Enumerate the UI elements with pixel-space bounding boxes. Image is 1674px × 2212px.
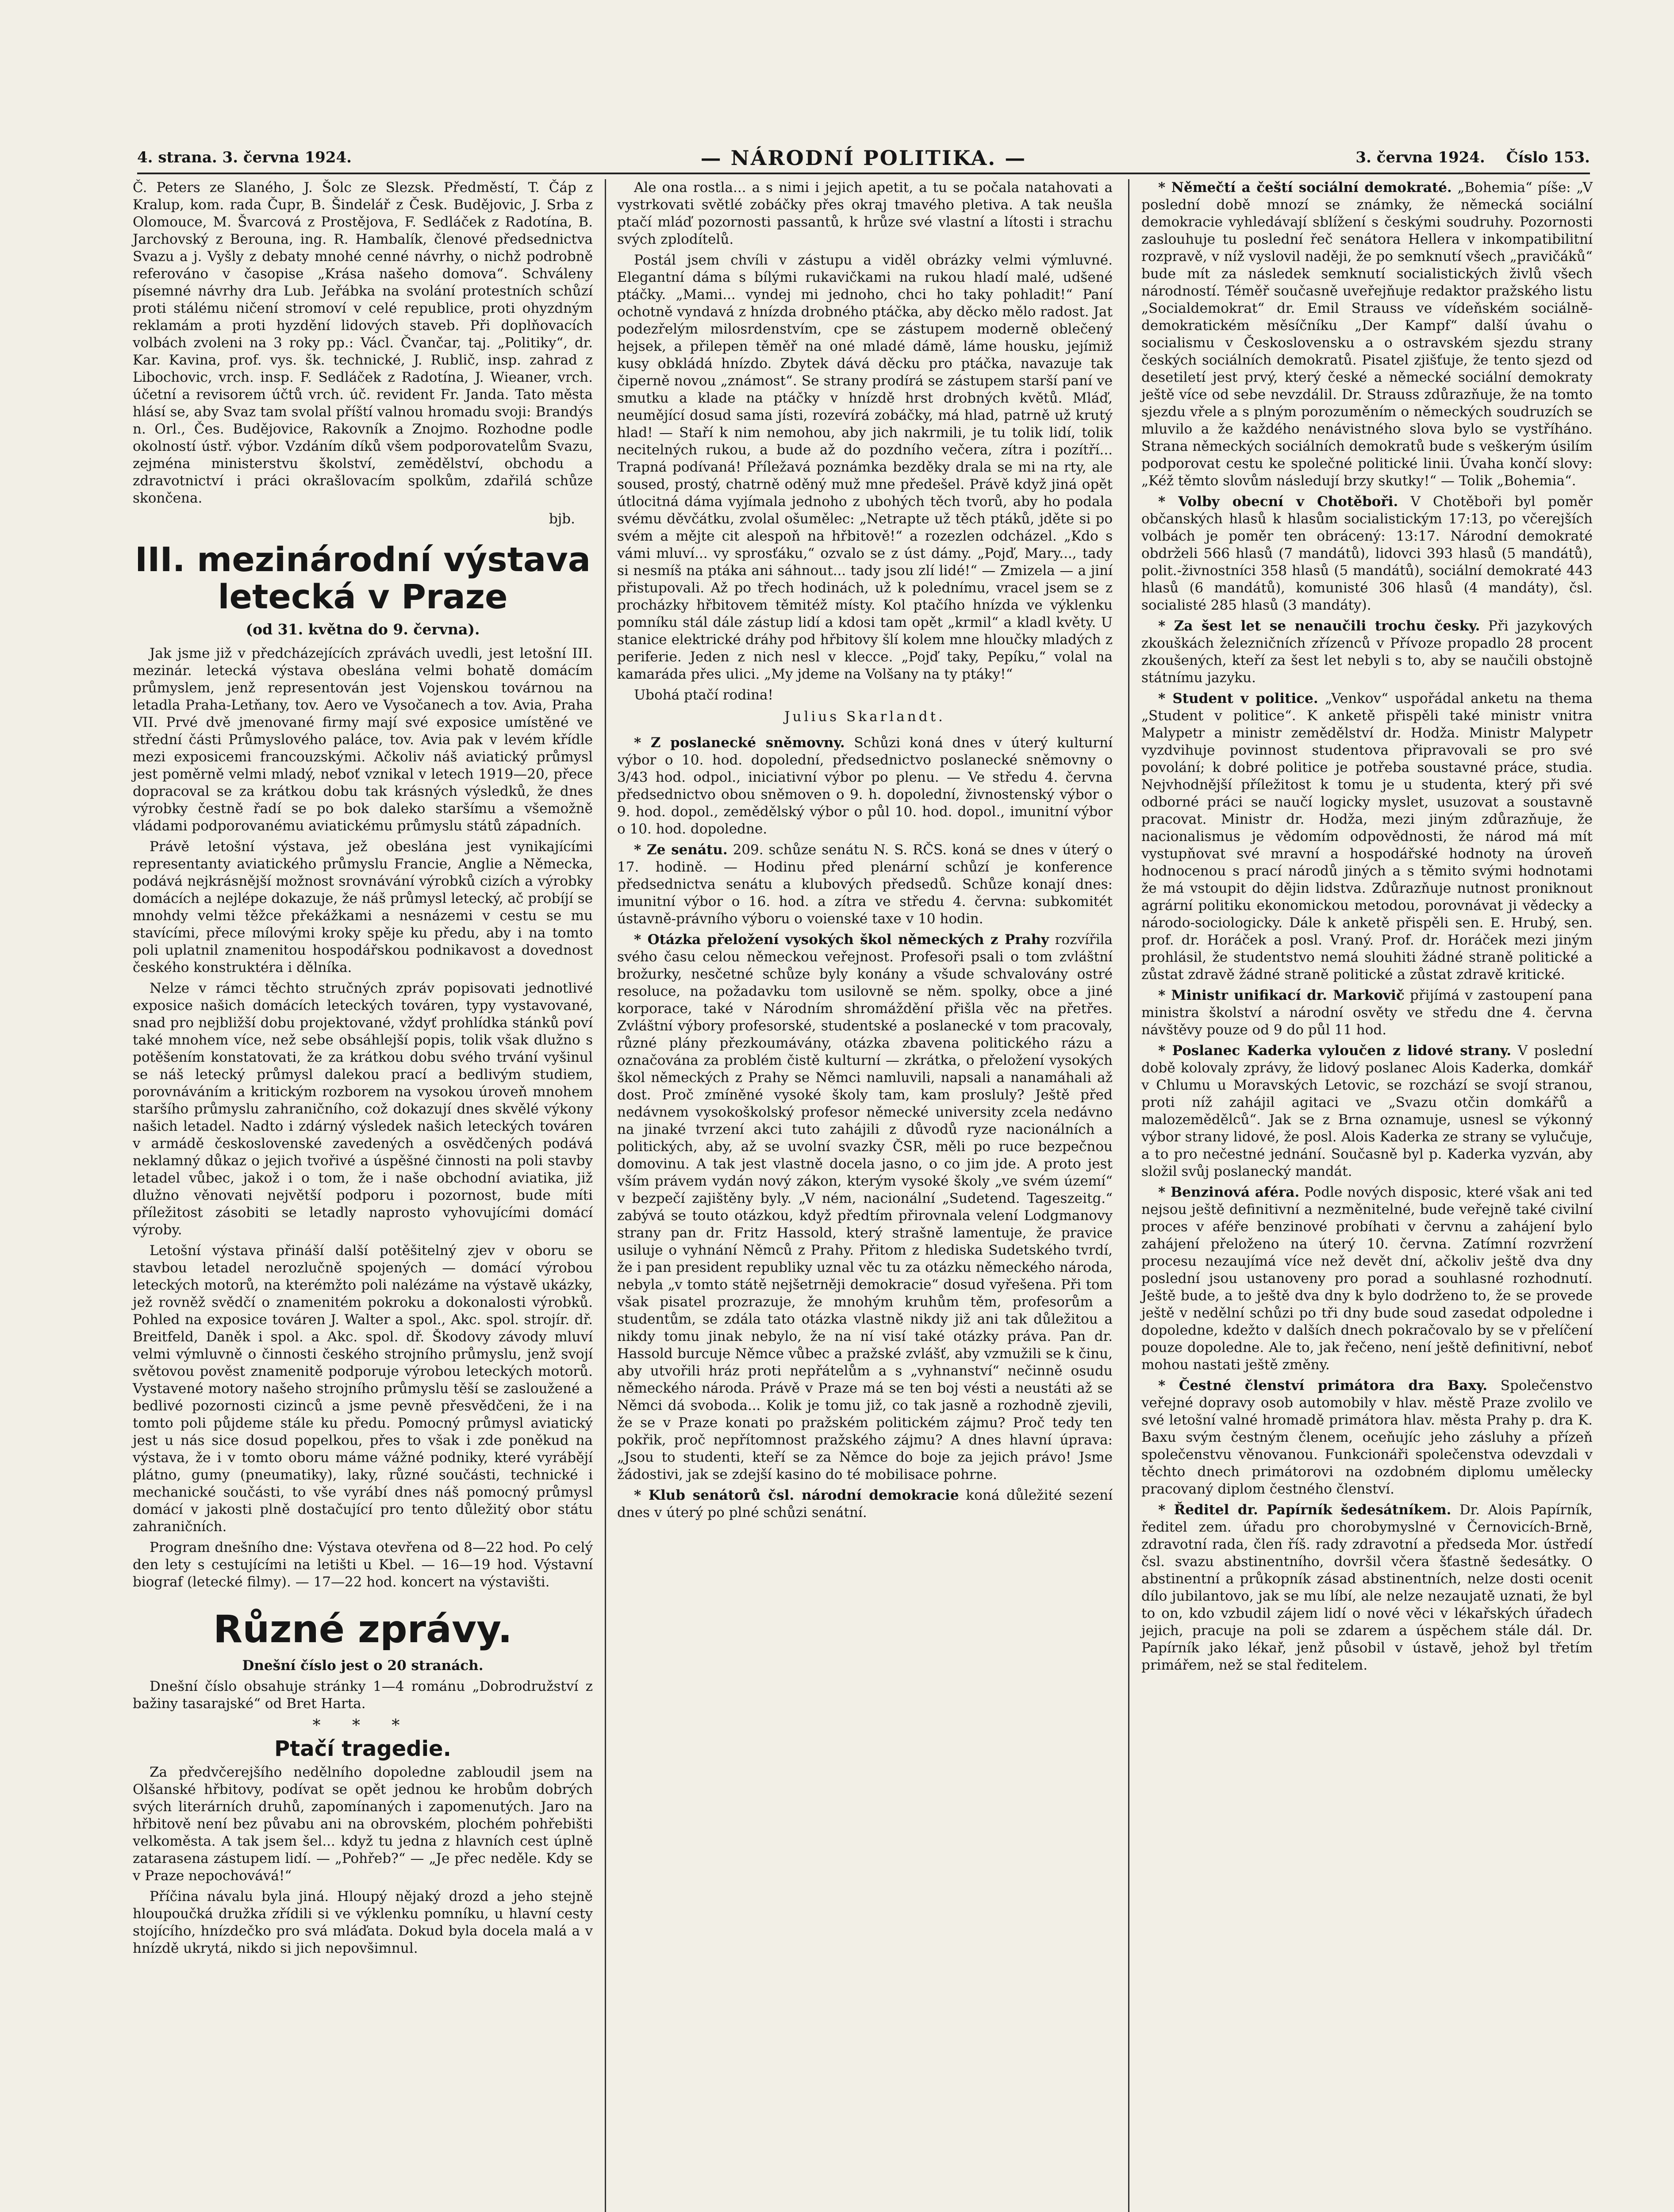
news-item (617, 734, 1113, 838)
column-divider-2 (1128, 179, 1129, 2212)
column-1 (133, 179, 593, 1961)
issue-info (1340, 149, 1590, 166)
news-list (1141, 179, 1593, 1674)
news-item-text: Při jazykových zkouškách železničních zřízenců v Přívoze propadlo 28 procent zkoušených, kteří za šest let nebyli s to, aby se naučili obstojně státnímu jazyku. (1141, 618, 1593, 686)
news-item-text: Dr. Alois Papírník, ředitel zem. úřadu pro chorobymyslné v Černovicích-Brně, zdravotní rada, člen říš. rady zdravotní a předseda Mor. ústředí čsl. svazu abstinentního, dovršil včera šťastně šedesátky. O abstinentní a průkopník zásad abstinentních, nelze dosti ocenit dílo jubilantovo, jak se mu líbí, ale nelze nezaujatě uznati, že byl to on, kdo vzbudil zájem lidí o nové věci v lékařských úřadech jejich, pracuje na poli se zdarem a úspěchem stále dál. Dr. Papírník jako lékař, jenž působil v ústavě, jehož byl třetím primářem, než se stal ředitelem. (1141, 1502, 1593, 1673)
article-paragraph: Program dnešního dne: Výstava otevřena od 8—22 hod. Po celý den lety s cestujícími na letišti u Kbel. — 16—19 hod. Výstavní biograf (letecké filmy). — 17—22 hod. koncert na výstavišti. (133, 1540, 593, 1590)
news-item-text: Schůzi koná dnes v úterý kulturní výbor o 10. hod. dopolední, předsednictvo poslanecké sněmovny o 3/43 hod. odpol., iniciativní výbor po plenu. — Ve středu 4. června předsednictvo obou sněmoven o 9. h. dopolední, živnostenský výbor o 9. hod. dopol., zemědělský výbor o půl 10. hod. dopol., imunitní výbor o 10. hod. dopoledne. (617, 735, 1113, 837)
news-item-text: „Bohemia“ píše: „V poslední době mnozí se známky, že německá sociální demokracie vyhledávají sblížení s českými soudruhy. Pozornosti zaslouhuje tu poslední řeč senátora Hellera v inkompatibilitní rozpravě, v níž vyslovil naději, že po semknutí všech „pravičáků“ bude mít za následek semknutí socialistických živlů všech národností. Téměř současně uveřejňuje redaktor pražského listu „Socialdemokrat“ dr. Emil Strauss ve vídeňském sociálně-demokratickém měsíčníku „Der Kampf“ další úvahu o socialismu v Československu a o ostravském sjezdu strany českých sociálních demokratů. Pisatel zjišťuje, že tento sjezd od desetiletí jest prvý, který české a německé sociální demokraty ještě více od sebe nevzdálil. Dr. Strauss zdůrazňuje, že na tomto sjezdu vřele a s plným porozuměním o německých soudruzích se mluvilo a že každého nenávistného slova bylo se vystříháno. Strana německých sociálních demokratů bude s veškerým úsilím podporovat cestu ke společné politické linii. Úvaha končí slovy: „Kéž těmto slovům následují brzy skutky!“ — Tolik „Bohemia“. (1141, 180, 1593, 489)
news-item-text: Společenstvo veřejné dopravy osob automobily v hlav. městě Praze zvolilo ve své letošní valné hromadě primátora hlav. města Prahy p. dra K. Baxu svým čestným členem, oceňujíc jeho zásluhy a přízeň společenstvu věnovanou. Funkcionáři společenstva odevzdali v těchto dnech primátorovi na ozdobném diplomu umělecky pracovaný diplom čestného členství. (1141, 1378, 1593, 1497)
news-item-title: * Čestné členství primátora dra Baxy. (1158, 1378, 1488, 1394)
news-item (1141, 1184, 1593, 1374)
section-title: Různé zprávy. (213, 1607, 512, 1651)
news-item-text: 209. schůze senátu N. S. RČS. koná se dnes v úterý o 17. hodině. — Hodinu před plenární schůzí je konference předsednictva senátu a klubových předsedů. Schůze konají dnes: imunitní výbor o 16. hod. a zítra ve středu 4. června: subkomitét ústavně-právního výboru o voienské taxe v 10 hodin. (617, 842, 1113, 927)
news-list (617, 734, 1113, 1521)
story-author: Julius Skarlandt. (784, 709, 945, 725)
story-paragraph: Postál jsem chvíli v zástupu a viděl obrázky velmi výmluvné. Elegantní dáma s bílými rukavičkami na rukou hladí malé, udšené ptáčky. „Mami... vyndej mi jednoho, chci ho taky pohladit!“ Paní ochotně vyndavá z hnízda drobného ptáčka, aby děcko mělo radost. Jat podezřelým milosrdenstvím, cpe se zástupem moderně oblečený hejsek, a přilepen těměř na oné mladé dámě, láme housku, jejímiž kusy obkládá hnízdo. Zbytek dává děcku pro ptáčka, navazuje tak čiperně novou „známost“. Se strany prodírá se zástupem starší paní ve smutku a klade na ptáčky v hnízdě hrst drobných květů. Mláď, neumějící dosud sama jísti, rozevírá zobáčky, má hlad, patrně už krutý hlad! — Staří k nim nemohou, aby jich nakrmili, je tu tolik lidí, tolik necitelných rukou, a bude až do pozdního večera, zítra i pozítří... Trapná podívaná! Příležavá poznámka bezděky drala se mi na rty, ale soused, prostý, chatrně oděný muž mne předešel. Právě když jiná opět útlocitná dáma vyjímala jednoho z ubohých těch tvorů, aby ho podala svému děvčátku, zvolal ošumělec: „Netrapte už těch ptáků, jděte si po svém a mějte cit alespoň na hřbitově!“ a rozezlen odcházel. „Kdo s vámi mluví... vy sprosťáku,“ ozvalo se z úst dámy. „Pojď, Mary..., tady si nesmíš na ptáka ani sáhnout... tady jsou zlí lidé!“ — Zmizela — a jiní přistupovali. Až po třech hodinách, už k polednímu, vracel jsem se z procházky hřbitovem těmitéž místy. Kol ptačího hnízda ve výklenku pomníku stál dále zástup lidí a kdosi tam opět „krmil“ a kladl květy. U stanice elektrické dráhy pod hřbitovy šlí kolem mne hloučky mladých z periferie. Jeden z nich nesl v klecce. „Pojď taky, Pepíku,“ volal na kamaráda přes ulici. „My jdeme na Volšany na ty ptáky!“ (617, 252, 1113, 682)
page-label: 4. strana. 3. června 1924. (137, 149, 352, 166)
story-title: Ptačí tragedie. (274, 1736, 451, 1761)
article-paragraph: Letošní výstava přináší další potěšitelný zjev v oboru se stavbou letadel nerozlučně spojených — domácí výrobou leteckých motorů, na kterémžto poli nalézáme na výstavě ukázky, jež rovněž svědčí o znamenitém pokroku a dokonalosti výrobků. Pohled na exposice továren J. Walter a spol., Akc. spol. strojír. dř. Breitfeld, Daněk i spol. a Akc. spol. dř. Škodovy závody mluví velmi výmluvně o činnosti českého strojního průmyslu, jenž svojí světovou pověst znamenitě podporuje výrobou leteckých motorů. Vystavené motory našeho strojního průmyslu těší se zasloužené a bedlivé pozornosti cizinců a jsme pevně přesvědčeni, že i na tomto poli půjdeme stále ku předu. Pomocný průmysl aviatický jest u nás sice dosud popelkou, přes to však i zde poněkud na výstava, že i v tomto oboru máme vážné podniky, které vyrábějí plátno, gumy (pneumatiky), laky, různé součásti, technické i mechanické součásti, to vše vyrábí dnes náš pomocný průmysl domácí v jakosti plně dostačující pro tento důležitý obor státu zahraničních. (133, 1243, 593, 1535)
news-item-text: V Chotěboři byl poměr občanských hlasů k hlasům socialistickým 17:13, po včerejších volbách je poměr ten obrácený: 13:17. Národní demokraté obdrželi 566 hlasů (7 mandátů), lidovci 393 hlasů (5 mandátů), polit.-živnostníci 358 hlasů (5 mandátů), sociální demokraté 443 hlasů (6 mandátů), komunisté 306 hlasů (4 mandáty), čsl. socialisté 285 hlasů (3 mandáty). (1141, 494, 1593, 613)
masthead: — NÁRODNÍ POLITIKA. — (700, 146, 1027, 170)
news-item (617, 1487, 1113, 1521)
intro-signature: bjb. (549, 511, 575, 527)
news-item-title: * Otázka přeložení vysokých škol německých z Prahy (634, 932, 1049, 948)
story-body (133, 1764, 593, 1957)
news-item (1141, 1042, 1593, 1180)
news-item-text: V poslední době kolovaly zprávy, že lidový poslanec Alois Kaderka, domkář v Chlumu u Moravských Letovic, se rozchází se svojí stranou, proti níž zahájil agitaci ve „Svazu otčin domkářů a malozemědělců“. Jak se z Brna oznamuje, usnesl se výkonný výbor strany lidové, že posl. Alois Kaderka ze strany se vylučuje, a to pro nečestné jednání. Současně byl p. Kaderka vyzván, aby složil svůj poslanecký mandát. (1141, 1043, 1593, 1179)
news-item (1141, 1377, 1593, 1498)
separator: * * * (312, 1717, 413, 1735)
news-item-title: * Student v politice. (1158, 691, 1318, 707)
news-item-title: * Ředitel dr. Papírník šedesátníkem. (1158, 1502, 1451, 1518)
article-body (133, 645, 593, 1591)
news-item-text: přijímá v zastoupení pana ministra školství a národní osvěty ve středu dne 4. června návštěvy pouze od 9 do půl 11 hod. (1141, 987, 1593, 1038)
news-item-title: * Za šest let se nenaučili trochu česky. (1158, 618, 1480, 634)
news-item (1141, 690, 1593, 983)
story-paragraph: Příčina návalu byla jiná. Hloupý nějaký drozd a jeho stejně hloupoučká družka zřídili si ve výklenku pomníku, u hlavní cesty stojícího, hnízdečko pro svá mláďata. Dokud byla docela malá a v hnízdě ukrytá, nikdo si jich nepovšimnul. (133, 1889, 593, 1956)
notice-title: Dnešní číslo jest o 20 stranách. (242, 1658, 484, 1674)
news-item (1141, 987, 1593, 1039)
news-item-text: rozvířila svého času celou německou veřejnost. Profesoři psali o tom zvláštní brožurky, nesčetné schůze byly konány a všude schvalovány ostré resoluce, na požadavku tom usilovně se něm. spolky, obce a jiné korporace, také v Národním shromáždění přišla věc na přetřes. Zvláštní výbory profesorské, studentské a poslanecké v tom pracovaly, různé plány přezkoumávány, otázka zbavena politického rázu a označována za problém čistě kulturní — zkrátka, o přeložení vysokých škol německých z Prahy se Němci namluvili, napsali a nanamáhali až dost. Proč zmíněné vysoké školy tam, kam prosluly? Ještě před nedávnem vysokoškolský profesor německé university zcela nedávno na jinaké tvrzení akci tuto zahájili z důvodů ryze nacionálních a politických, aby, až se uvolní svazky ČSR, měli po ruce bezpečnou domovinu. A tak jest vlastně docela jasno, o co jim jde. A proto jest vším právem vydán nový zákon, kterým vysoké školy „ve svém území“ v bezpečí zajištěny byly. „V ném, nacionální „Sudetend. Tageszeitg.“ zabývá se touto otázkou, když předtím přirovnala velení Lodgmanovy strany pan dr. Fritz Hassold, který strašně lamentuje, že pravice usiluje o vyhnání Němců z Prahy. Přitom z hlediska Sudetského tvrdí, že i pan president republiky uznal věc tu za otázku německého národa, nebyla „v tomto státě nejšetrněji demokracie“ dosud vyřešena. Při tom však pisatel prozrazuje, že mnohým kruhům těm, profesorům a studentům, se zdála tato otázka vlastně nikdy již ani tak důležitou a nikdy tomu jinak nebylo, že na ní visí také otázky práva. Pan dr. Hassold burcuje Němce vůbec a pražské zvlášť, aby vzmužili se k činu, aby utvořili hráz proti nepřátelům a s „vyhnanství“ nečinně osudu německého národa. Právě v Praze má se ten boj vésti a neustáti až se Němci dá svoboda... Kolik je tomu již, co tak jasně a rozhodně zjevili, že se v Praze konati po pražském politickém zájmu? Proč tedy ten pokřik, proč nepřítomnost pražského zájmu? A dnes hlavní úprava: „Jsou to studenti, kteří se za Němce do boje za jejich právo! Jsme žádostivi, jak se zdejší kasino do té mobilisace pohrne. (617, 932, 1113, 1482)
news-item-title: * Benzinová aféra. (1158, 1184, 1300, 1200)
column-3 (1141, 179, 1593, 1678)
news-item (1141, 493, 1593, 614)
story-paragraph: Ubohá ptačí rodina! (634, 687, 773, 703)
news-item (617, 931, 1113, 1483)
page-header (137, 146, 1590, 174)
notice-text: Dnešní číslo obsahuje stránky 1—4 románu „Dobrodružství z bažiny tasarajské“ od Bret Harta. (133, 1678, 593, 1712)
news-item-text: koná důležité sezení dnes v úterý po plné schůzi senátní. (617, 1487, 1113, 1521)
article-paragraph: Právě letošní výstava, jež obeslána jest vynikajícími representanty aviatického průmyslu Francie, Anglie a Německa, podává nejkrásnější možnost srovnávání výrobků cizích a výrobky domácích a nejlépe dokazuje, že náš průmysl letecký, ač probíjí se mnohdy velmi těžce překážkami a nesnázemi v cestu se mu stavícími, přece mílovými kroky spěje ku předu, aby i na tomto poli uplatnil znamenitou hospodářskou podnikavost a dovednost českého konstruktéra i dělníka. (133, 839, 593, 975)
news-item (617, 841, 1113, 928)
news-item-title: * Němečtí a čeští sociální demokraté. (1158, 180, 1452, 196)
article-paragraph: Jak jsme již v předcházejících zprávách uvedli, jest letošní III. mezinár. letecká výstava obeslána velmi bohatě domácím průmyslem, jenž representován jest Vojenskou továrnou na letadla Praha-Letňany, tov. Aero ve Vysočanech a tov. Avia, Praha VII. Prvé dvě jmenované firmy mají své exposice umístěné ve střední části Průmyslového paláce, tov. Avia pak v levém křídle mezi exposicemi francouzskými. Ačkoliv náš aviatický průmysl jest poměrně velmi mladý, neboť vznikal v letech 1919—20, přece dopracoval se za krátkou dobu tak krásných výsledků, že dnes výrobky čestně řadí se po bok daleko staršímu a všemožně vládami podporovanému aviatickému průmyslu států západních. (133, 645, 593, 834)
news-item (1141, 179, 1593, 490)
news-item-title: * Ministr unifikací dr. Markovič (1158, 987, 1405, 1003)
news-item (1141, 1502, 1593, 1674)
news-item-text: Podle nových disposic, které však ani ted nejsou ještě definitivní a nezměnitelné, bude veřejně také civilní proces v aféře benzinové probíhati v červnu a zahájení bylo zahájení přeloženo na úterý 10. června. Zatímní rozvržení procesu nezaujímá více než devět dní, ačkoliv ještě dva dny poslední jsou ustanoveny pro porad a souhlasné rozhodnutí. Ještě bude, a to ještě dva dny k bylo dodrženo to, že se provede ještě v nedělní schůzi po tři dny bude soud zasedat odpoledne i dopoledne, kdežto v dalších dnech pokračovalo by se v přelíčení pouze dopoledne. Ale to, jak řečeno, není ještě definitivní, neboť mohou nastati ještě změny. (1141, 1184, 1593, 1373)
news-item-title: * Z poslanecké sněmovny. (634, 735, 845, 751)
news-item-title: * Volby obecní v Chotěboři. (1158, 494, 1398, 510)
column-divider-1 (605, 179, 606, 2212)
article-title: III. mezinárodní výstava letecká v Praze (134, 540, 591, 616)
column-2 (617, 179, 1113, 1525)
story-paragraph: Ale ona rostla... a s nimi i jejich apetit, a tu se počala natahovati a vystrkovati světlé zobáčky přes okraj tmavého pletiva. A tak neušla ptačí mláď pozornosti passantů, k hrůze své vlastní a lítosti i strachu svých zplodítelů. (617, 180, 1113, 247)
news-item-title: * Klub senátorů čsl. národní demokracie (634, 1487, 959, 1503)
date-right: 3. června 1924. (1355, 149, 1485, 166)
news-item-text: „Venkov“ uspořádal anketu na thema „Student v politice“. K anketě přispěli také ministr vnitra Malypetr a ministr zemědělství dr. Hodža. Ministr Malypetr vyzdvihuje povinnost studentova připravovali se pro své povolání; k dobré politice je potřeba soustavné práce, studia. Nejvhodnější příležitost k tomu je u studenta, který při své odborné práci se naučí logicky myslet, usuzovat a soustavně pracovat. Ministr dr. Hodža, mezi jiným zdůrazňuje, že nacionalismus je vědomím odpovědnosti, že národ má mít vystupňovat své mravní a hospodářské hodnoty na úroveň hodnocenou s prací národů jiných a s těmito svými hodnotami že má vstoupit do dějin lidstva. Zdůrazňuje nutnost proniknout agrární politiku ekonomickou metodou, porovnávat ji vědecky a národo-sociologicky. Dále k anketě přispěli sen. E. Hrubý, sen. prof. dr. Horáček a posl. Vraný. Prof. dr. Horáček mezi jiným prohlásil, že studentstvo nemá slouhiti žádné straně politické a zůstat zdravě žádné straně politické a zůstat zdravě kritické. (1141, 691, 1593, 983)
news-item-title: * Ze senátu. (634, 842, 728, 858)
story-paragraph: Za předvčerejšího nedělního dopoledne zabloudil jsem na Olšanské hřbitovy, podívat se opět jednou ke hrobům dobrých svých literárních druhů, zapomínaných i zapomenutých. Jaro na hřbitově není bez půvabu ani na obrovském, plochém pohřebišti velkoměsta. A tak jsem šel... když tu jedna z hlavních cest úplně zatarasena zástupem lidí. — „Pohřeb?“ — „Je přec neděle. Kdy se v Praze nepochovává!“ (133, 1764, 593, 1884)
intro-text: Č. Peters ze Slaného, J. Šolc ze Slezsk. Předměstí, T. Čáp z Kralup, kom. rada Čupr, B. Šindelář z Česk. Budějovic, J. Srba z Olomouce, M. Švarcová z Prostějova, F. Sedláček z Radotína, B. Jarchovský z Berouna, ing. R. Hambalík, členové předsednictva Svazu a j. Vyšly z debaty mnohé cenné návrhy, o nichž podrobně referováno v časopise „Krása našeho domova“. Schváleny písemné návrhy dra Lub. Jeřábka na svolání protestních schůzí proti stálému ničení stromoví v celé republice, proti ohyzdným reklamám a proti hyzdění lidových staveb. Při doplňovacích volbách zvoleni na 3 roky pp.: Václ. Čvančar, taj. „Politiky“, dr. Kar. Kavina, prof. vys. šk. technické, J. Rublič, insp. zahrad z Libochovic, vrch. insp. F. Sedláček z Radotína, J. Wieaner, vrch. účetní a revisorem účtů vrch. úč. revident Fr. Janda. Tato města hlásí se, aby Svaz tam svolal příští valnou hromadu svoji: Brandýs n. Orl., Čes. Budějovice, Rakovník a Znojmo. Rozhodne podle okolností ústř. výbor. Vzdáním díků všem podporovatelům Svazu, zejména ministerstvu školství, zemědělství, obchodu a zdravotnictví i práci okrašlovacím spolkům, zdařilá schůze skončena. (133, 180, 593, 506)
issue-number: Číslo 153. (1506, 149, 1590, 166)
article-dates: (od 31. května do 9. června). (246, 621, 480, 638)
news-item-title: * Poslanec Kaderka vyloučen z lidové strany. (1158, 1043, 1512, 1059)
story-continued (617, 179, 1113, 704)
news-item (1141, 618, 1593, 687)
article-paragraph: Nelze v rámci těchto stručných zpráv popisovati jednotlivé exposice našich domácích leteckých továren, typy vystavované, snad pro nejbližší dobu projektované, vždyť prohlídka stánků poví také mnohem více, než sebe obsáhlejší popis, tolik však dlužno s potěšením konstatovati, že za krátkou dobu svého trvání vyšinul se náš letecký průmysl dalekou prací a bedlivým studiem, porovnáváním a kritickým rozborem na vysokou úroveň mnohem staršího průmyslu zahraničního, což dokazují dnes skvělé výkony našich letadel. Nadto i zdárný výsledek našich leteckých továren v armádě československé zavedených a osvědčených podává neklamný důkaz o jejich tvořivé a úspěšné činnosti na poli stavby letadel vůbec, jakož i o tom, že i naše obchodní aviatika, již dlužno věnovati největší podporu i pozornost, bude míti příležitost zásobiti se letadly naprosto vyhovujícími domácí výroby. (133, 980, 593, 1238)
